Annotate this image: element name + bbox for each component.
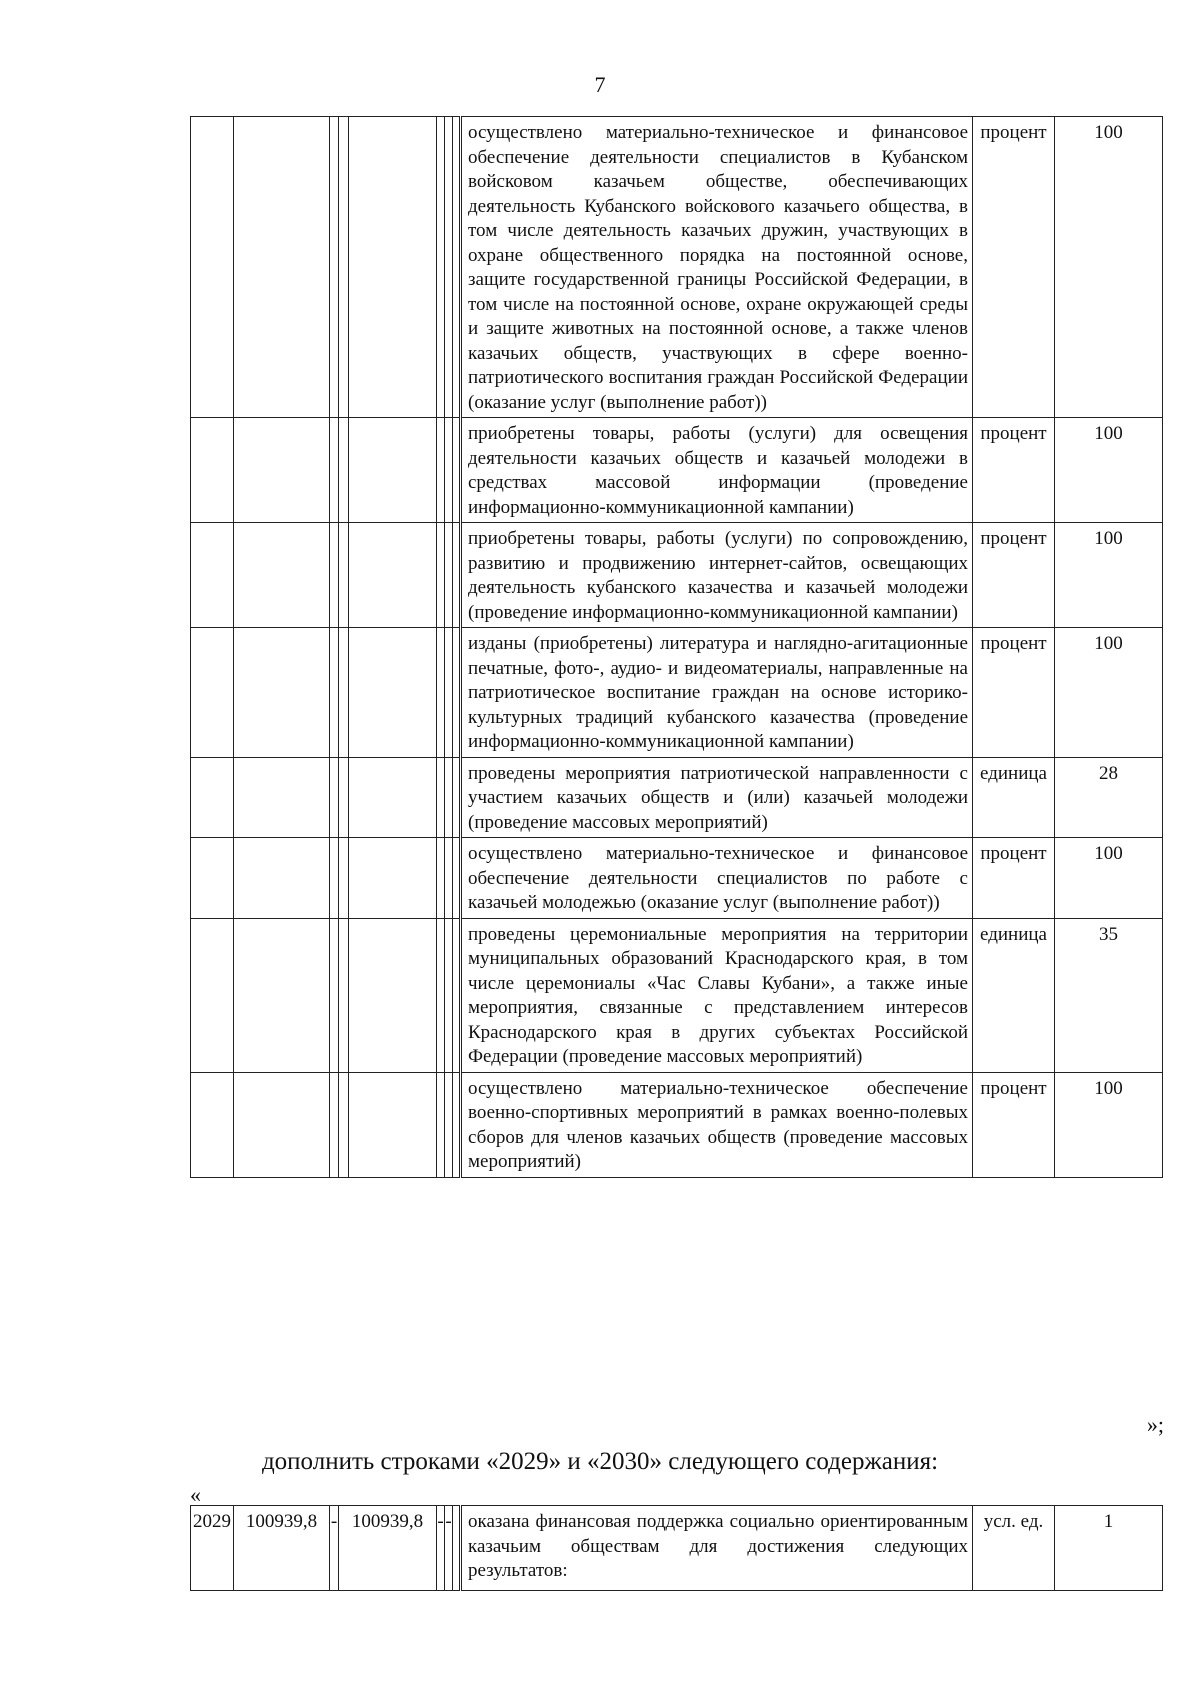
table-row <box>191 523 1163 628</box>
empty-cell <box>349 523 437 628</box>
empty-cell <box>349 628 437 758</box>
empty-cell <box>437 628 445 758</box>
value-cell: 100 <box>1055 1072 1163 1177</box>
result-description-cell: оказана финансовая поддержка социально ориентированным казачьим обществам для достижения следующих результатов: <box>461 1506 973 1591</box>
local-amount-cell: - <box>437 1506 445 1591</box>
value-cell: 1 <box>1055 1506 1163 1591</box>
result-description-cell: приобретены товары, работы (услуги) для освещения деятельности казачьих обществ и казачьей молодежи в средствах массовой информации (проведение информационно-коммуникационной кампании) <box>461 418 973 523</box>
unit-cell: процент <box>973 1072 1055 1177</box>
empty-cell <box>445 117 453 418</box>
empty-cell <box>234 523 330 628</box>
unit-cell: процент <box>973 838 1055 919</box>
empty-cell <box>453 918 461 1072</box>
empty-cell <box>349 838 437 919</box>
unit-cell: процент <box>973 628 1055 758</box>
empty-cell <box>191 117 234 418</box>
empty-cell <box>453 838 461 919</box>
empty-cell <box>330 523 339 628</box>
empty-cell <box>330 418 339 523</box>
empty-cell <box>437 757 445 838</box>
empty-cell <box>191 838 234 919</box>
empty-cell <box>445 418 453 523</box>
empty-cell <box>330 918 339 1072</box>
empty-cell <box>330 628 339 758</box>
table-row <box>191 918 1163 1072</box>
empty-cell <box>349 1072 437 1177</box>
empty-cell <box>191 628 234 758</box>
empty-cell <box>339 628 349 758</box>
empty-cell <box>437 1072 445 1177</box>
empty-cell <box>453 757 461 838</box>
unit-cell: единица <box>973 757 1055 838</box>
page-number: 7 <box>594 72 606 97</box>
empty-cell <box>437 418 445 523</box>
empty-cell <box>330 117 339 418</box>
amendment-instruction: дополнить строками «2029» и «2030» следующего содержания: <box>261 1448 939 1475</box>
result-description-cell: осуществлено материально-техническое обеспечение военно-спортивных мероприятий в рамках военно-полевых сборов для членов казачьих обществ (проведение массовых мероприятий) <box>461 1072 973 1177</box>
empty-cell <box>339 757 349 838</box>
empty-cell <box>330 757 339 838</box>
empty-cell <box>445 628 453 758</box>
empty-cell <box>437 838 445 919</box>
table-row <box>191 757 1163 838</box>
table-row <box>191 1072 1163 1177</box>
empty-cell <box>445 523 453 628</box>
value-cell: 100 <box>1055 523 1163 628</box>
regional-amount-cell: 100939,8 <box>339 1506 437 1591</box>
empty-cell <box>453 117 461 418</box>
empty-cell <box>437 117 445 418</box>
value-cell: 100 <box>1055 838 1163 919</box>
empty-cell <box>349 757 437 838</box>
result-description-cell: изданы (приобретены) литература и наглядно-агитационные печатные, фото-, аудио- и видеоматериалы, направленные на патриотическое воспитание граждан на основе историко-культурных традиций кубанского казачества (проведение информационно-коммуникационной кампании) <box>461 628 973 758</box>
empty-cell <box>453 1072 461 1177</box>
empty-cell <box>234 918 330 1072</box>
table-row-2029 <box>191 1506 1163 1591</box>
empty-cell <box>453 418 461 523</box>
empty-cell <box>445 838 453 919</box>
unit-cell: процент <box>973 523 1055 628</box>
empty-cell <box>234 628 330 758</box>
empty-cell <box>234 117 330 418</box>
empty-cell <box>445 918 453 1072</box>
empty-cell <box>339 838 349 919</box>
empty-cell <box>234 1072 330 1177</box>
results-table-continuation <box>190 116 1163 1178</box>
unit-cell: единица <box>973 918 1055 1072</box>
value-cell: 100 <box>1055 628 1163 758</box>
empty-cell <box>234 757 330 838</box>
closing-quote: »; <box>1146 1412 1164 1437</box>
empty-cell <box>339 418 349 523</box>
result-description-cell: осуществлено материально-техническое и финансовое обеспечение деятельности специалистов по работе с казачьей молодежью (оказание услуг (выполнение работ)) <box>461 838 973 919</box>
empty-cell <box>234 838 330 919</box>
unit-cell: процент <box>973 117 1055 418</box>
year-cell: 2029 <box>191 1506 234 1591</box>
value-cell: 28 <box>1055 757 1163 838</box>
empty-cell <box>234 418 330 523</box>
empty-cell <box>191 1072 234 1177</box>
table-row <box>191 117 1163 418</box>
empty-cell <box>453 628 461 758</box>
empty-cell <box>349 117 437 418</box>
result-description-cell: приобретены товары, работы (услуги) по сопровождению, развитию и продвижению интернет-сайтов, освещающих деятельность кубанского казачества и казачьей молодежи (проведение информационно-коммуникационной кампании) <box>461 523 973 628</box>
empty-cell <box>437 918 445 1072</box>
row-2029-table <box>190 1505 1163 1591</box>
empty-cell <box>191 757 234 838</box>
empty-cell <box>453 1506 461 1591</box>
empty-cell <box>437 523 445 628</box>
empty-cell <box>453 523 461 628</box>
empty-cell <box>339 523 349 628</box>
empty-cell <box>349 418 437 523</box>
result-description-cell: проведены мероприятия патриотической направленности с участием казачьих обществ и (или) казачьей молодежи (проведение массовых мероприятий) <box>461 757 973 838</box>
empty-cell <box>339 117 349 418</box>
opening-quote: « <box>190 1482 201 1507</box>
empty-cell <box>349 918 437 1072</box>
empty-cell <box>330 1072 339 1177</box>
empty-cell <box>339 918 349 1072</box>
empty-cell <box>445 757 453 838</box>
result-description-cell: проведены церемониальные мероприятия на территории муниципальных образований Краснодарского края, в том числе церемониалы «Час Славы Кубани», а также иные мероприятия, связанные с представлением интересов Краснодарского края в других субъектах Российской Федерации (проведение массовых мероприятий) <box>461 918 973 1072</box>
empty-cell <box>191 523 234 628</box>
federal-amount-cell: - <box>330 1506 339 1591</box>
empty-cell <box>339 1072 349 1177</box>
total-amount-cell: 100939,8 <box>234 1506 330 1591</box>
empty-cell <box>191 918 234 1072</box>
other-amount-cell: - <box>445 1506 453 1591</box>
empty-cell <box>330 838 339 919</box>
empty-cell <box>191 418 234 523</box>
unit-cell: процент <box>973 418 1055 523</box>
value-cell: 100 <box>1055 117 1163 418</box>
table-row <box>191 418 1163 523</box>
value-cell: 100 <box>1055 418 1163 523</box>
value-cell: 35 <box>1055 918 1163 1072</box>
unit-cell: усл. ед. <box>973 1506 1055 1591</box>
result-description-cell: осуществлено материально-техническое и финансовое обеспечение деятельности специалистов в Кубанском войсковом казачьем обществе, обеспечивающих деятельность Кубанского войскового казачьего общества, в том числе деятельность казачьих дружин, участвующих в охране общественного порядка на постоянной основе, защите государственной границы Российской Федерации, в том числе на постоянной основе, охране окружающей среды и защите животных на постоянной основе, а также членов казачьих обществ, участвующих в сфере военно-патриотического воспитания граждан Российской Федерации (оказание услуг (выполнение работ)) <box>461 117 973 418</box>
empty-cell <box>445 1072 453 1177</box>
table-row <box>191 628 1163 758</box>
table-row <box>191 838 1163 919</box>
